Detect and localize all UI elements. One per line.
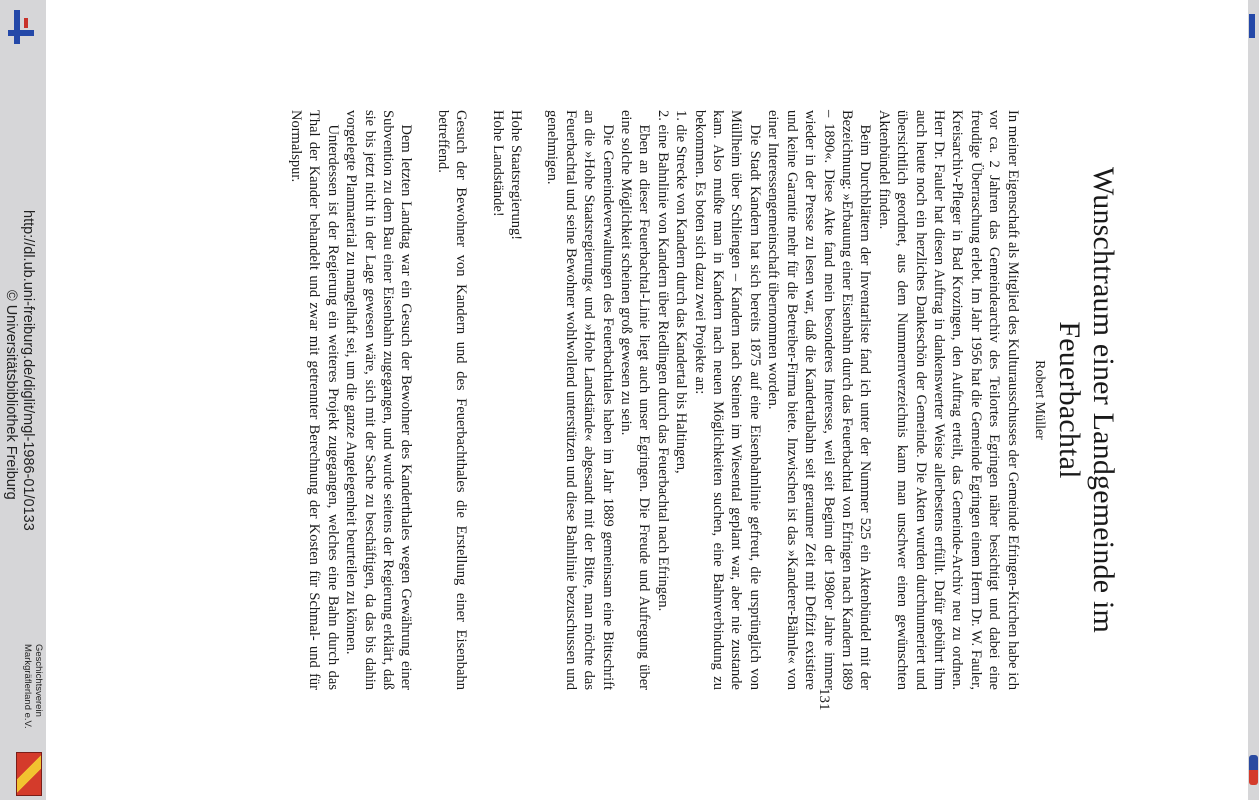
article-title: Wunschtraum einer Landgemeinde im Feuerbachtal [1053, 166, 1120, 634]
publisher-line-1: Geschichtsverein [33, 644, 44, 717]
source-url-link[interactable]: http://dl.ub.uni-freiburg.de/diglit/mgl-1986-01/0133 [20, 210, 36, 531]
petition-paragraph-2: Unterdessen ist der Regierung ein weiteres Projekt zugegangen, welches eine Bahn durch das Thal der Kander behandelt und zwar mit getrennter Berechnung der Kosten für Schmal- und für Normalspur. [287, 110, 341, 690]
paragraph-1: In meiner Eigenschaft als Mitglied des Kulturausschusses der Gemeinde Efringen-Kirchen habe ich vor ca. 2 Jahren das Gemeindearchiv des Teilortes Egringen näher besichtigt und dabei eine freudige Überraschung erlebt. Im Jahr 1956 hat die Gemeinde Egringen einem Herrn Dr. W. Fauler, Kreisarchiv-Pfleger in Bad Krozingen, den Auftrag erteilt, das Gemeinde-Archiv neu zu ordnen. Herr Dr. Fauler hat diesen Auftrag in dankenswerter Weise allerbestens erfüllt. Dafür gebührt ihm auch heute noch ein herzliches Dankeschön der Gemeinde. Die Akten wurden durchnumeriert und übersichtlich geordnet, aus dem Nummernverzeichnis kann man unschwer einen gewünschten Aktenbündel finden. [875, 110, 1021, 690]
page-number: 131 [816, 688, 832, 711]
viewer-mark-blue [8, 30, 34, 36]
article [220, 110, 1120, 690]
spacer [470, 110, 488, 690]
publisher-label [22, 644, 44, 729]
right-margin-strip [1248, 0, 1259, 800]
salutation-1: Hohe Staatsregierung! [508, 110, 525, 241]
petition-paragraph-1: Dem letzten Landtag war ein Gesuch der Bewohner des Kanderthales wegen Gewährung einer Subvention zu dem Bau einer Eisenbahn zugegangen, und wurde seitens der Regierung erklärt, daß sie bis jetzt nicht in der Lage gewesen wäre, sich mit der Sache zu beschäftigen, da das bis dahin vorgelegte Planmaterial zu mangelhaft sei, um die ganze Angelegenheit beurteilen zu können. [343, 110, 415, 690]
library-logo-icon [1249, 755, 1258, 785]
paragraph-4: Eben an dieser Feuerbachtal-Linie liegt auch unser Egringen. Die Freude und Aufregung über eine solche Möglichkeit scheinen groß gewesen zu sein. [618, 110, 653, 690]
viewer-mark-right [1249, 14, 1255, 38]
salutation-2: Hohe Landstände! [489, 110, 506, 217]
paragraph-5: Die Gemeindeverwaltungen des Feuerbachtales haben im Jahr 1889 gemeinsam eine Bittschrift an die »Hohe Staatsregierung« und »Hohe Landstände« abgesandt mit der Bitte, man möchte das Feuerbachtal und seine Bewohner wohlwollend unterstützen und diese Bahnlinie bezuschussen und genehmigen. [544, 110, 616, 690]
coat-of-arms-icon [16, 752, 42, 796]
petition-title: Gesuch der Bewohner von Kandern und des Feuerbachthales die Erstellung einer Eisenbahn betreffend. [434, 110, 470, 690]
copyright-notice: © Universitätsbibliothek Freiburg [3, 290, 19, 500]
article-author: Robert Müller [1032, 360, 1047, 440]
project-list [653, 110, 690, 690]
publisher-line-2: Markgräflerland e.V. [22, 644, 33, 729]
viewer-mark-blue-vertical [14, 10, 20, 44]
list-item: 1. die Strecke von Kandern durch das Kandertal bis Haltingen, [673, 110, 690, 474]
spacer [415, 110, 433, 690]
viewer-mark-red [24, 18, 28, 28]
spacer [525, 110, 543, 690]
paragraph-2: Beim Durchblättern der Inventarliste fand ich unter der Nummer 525 ein Aktenbündel mit der Bezeichnung: »Erbauung einer Eisenbahn durch das Feuerbachtal von Efringen nach Kandern 1889 – 1890«. Diese Akte fand mein besonderes Interesse, weil seit Beginn der 1980er Jahre immer wieder in der Presse zu lesen war, daß die Kandertalbahn seit geraumer Zeit mit Defizit existiere und keine Garantie mehr für die Betreiber-Firma biete. Inzwischen ist das »Kanderer-Bähnle« von einer Interessengemeinschaft übernommen worden. [765, 110, 874, 690]
list-item: 2. eine Bahnlinie von Kandern über Riedlingen durch das Feuerbachtal nach Efringen. [654, 110, 671, 612]
paragraph-3: Die Stadt Kandern hat sich bereits 1875 auf eine Eisenbahnlinie gefreut, die ursprünglich von Müllheim über Schliengen – Kandern nach Steinen im Wiesental geplant war, aber nie zustande kam. Also mußte man in Kandern nach neuen Möglichkeiten suchen, eine Bahnverbindung zu bekommen. Es boten sich dazu zwei Projekte an: [691, 110, 763, 690]
